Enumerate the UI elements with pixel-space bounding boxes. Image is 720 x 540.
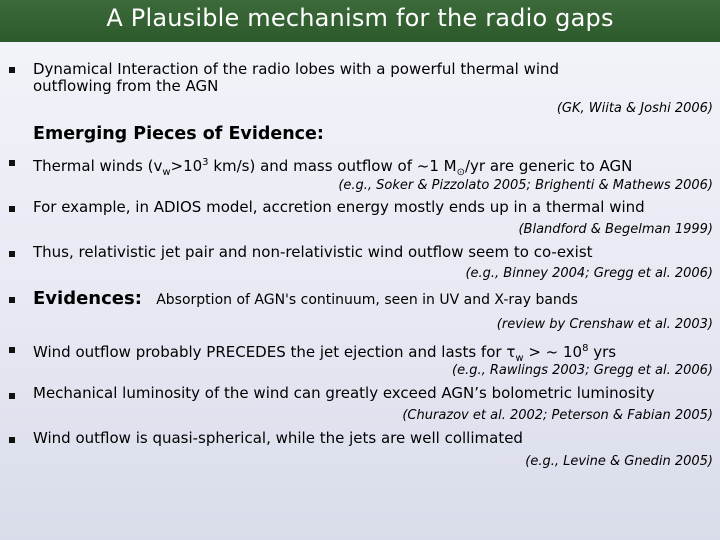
item-superscript: 3	[202, 157, 209, 168]
item-text: Thermal winds (v	[33, 157, 163, 175]
item-text: Absorption of AGN's continuum, seen in UV and X-ray bands	[156, 292, 578, 308]
item-subscript: w	[515, 353, 524, 364]
bullet-marker	[9, 437, 15, 443]
item-reference: (review by Crenshaw et al. 2003)	[496, 317, 713, 332]
item-text: /yr are generic to AGN	[464, 157, 633, 175]
evidence-heading: Emerging Pieces of Evidence:	[33, 124, 324, 144]
item-reference: (Blandford & Begelman 1999)	[518, 222, 713, 237]
bullet-marker	[9, 206, 15, 212]
intro-line-2: outflowing from the AGN	[33, 77, 219, 95]
item-text: km/s) and mass outflow of ~1 M	[208, 157, 457, 175]
evidences-label: Evidences:	[33, 288, 142, 309]
bullet-marker	[9, 347, 15, 353]
item-quasi-spherical: Wind outflow is quasi-spherical, while the jets are well collimated	[33, 429, 523, 447]
bullet-marker	[9, 251, 15, 257]
item-coexist: Thus, relativistic jet pair and non-relativistic wind outflow seem to co-exist	[33, 243, 593, 261]
bullet-marker	[9, 160, 15, 166]
item-text: > ~ 10	[523, 343, 583, 361]
item-adios-model: For example, in ADIOS model, accretion energy mostly ends up in a thermal wind	[33, 198, 645, 216]
sun-symbol: ⊙	[456, 167, 465, 178]
item-superscript: 8	[582, 343, 589, 354]
intro-reference: (GK, Wiita & Joshi 2006)	[556, 101, 713, 116]
item-reference: (Churazov et al. 2002; Peterson & Fabian 2005)	[402, 408, 713, 423]
item-reference: (e.g., Rawlings 2003; Gregg et al. 2006)	[452, 363, 713, 378]
title-bar	[0, 0, 720, 42]
item-evidences	[33, 290, 578, 309]
bullet-marker	[9, 393, 15, 399]
item-text: >10	[170, 157, 203, 175]
item-subscript: w	[162, 167, 171, 178]
bullet-marker	[9, 297, 15, 303]
item-thermal-winds	[33, 154, 632, 181]
slide-title: A Plausible mechanism for the radio gaps	[106, 4, 614, 32]
item-text: yrs	[588, 343, 617, 361]
item-mechanical-luminosity: Mechanical luminosity of the wind can greatly exceed AGN’s bolometric luminosity	[33, 384, 655, 402]
intro-line-1: Dynamical Interaction of the radio lobes with a powerful thermal wind	[33, 60, 560, 78]
tau-symbol: τ	[506, 343, 516, 361]
bullet-marker	[9, 67, 15, 73]
item-reference: (e.g., Soker & Pizzolato 2005; Brighenti & Mathews 2006)	[338, 178, 713, 193]
item-text: Wind outflow probably PRECEDES the jet ejection and lasts for	[33, 343, 507, 361]
item-reference: (e.g., Binney 2004; Gregg et al. 2006)	[465, 266, 713, 281]
item-reference: (e.g., Levine & Gnedin 2005)	[525, 454, 713, 469]
